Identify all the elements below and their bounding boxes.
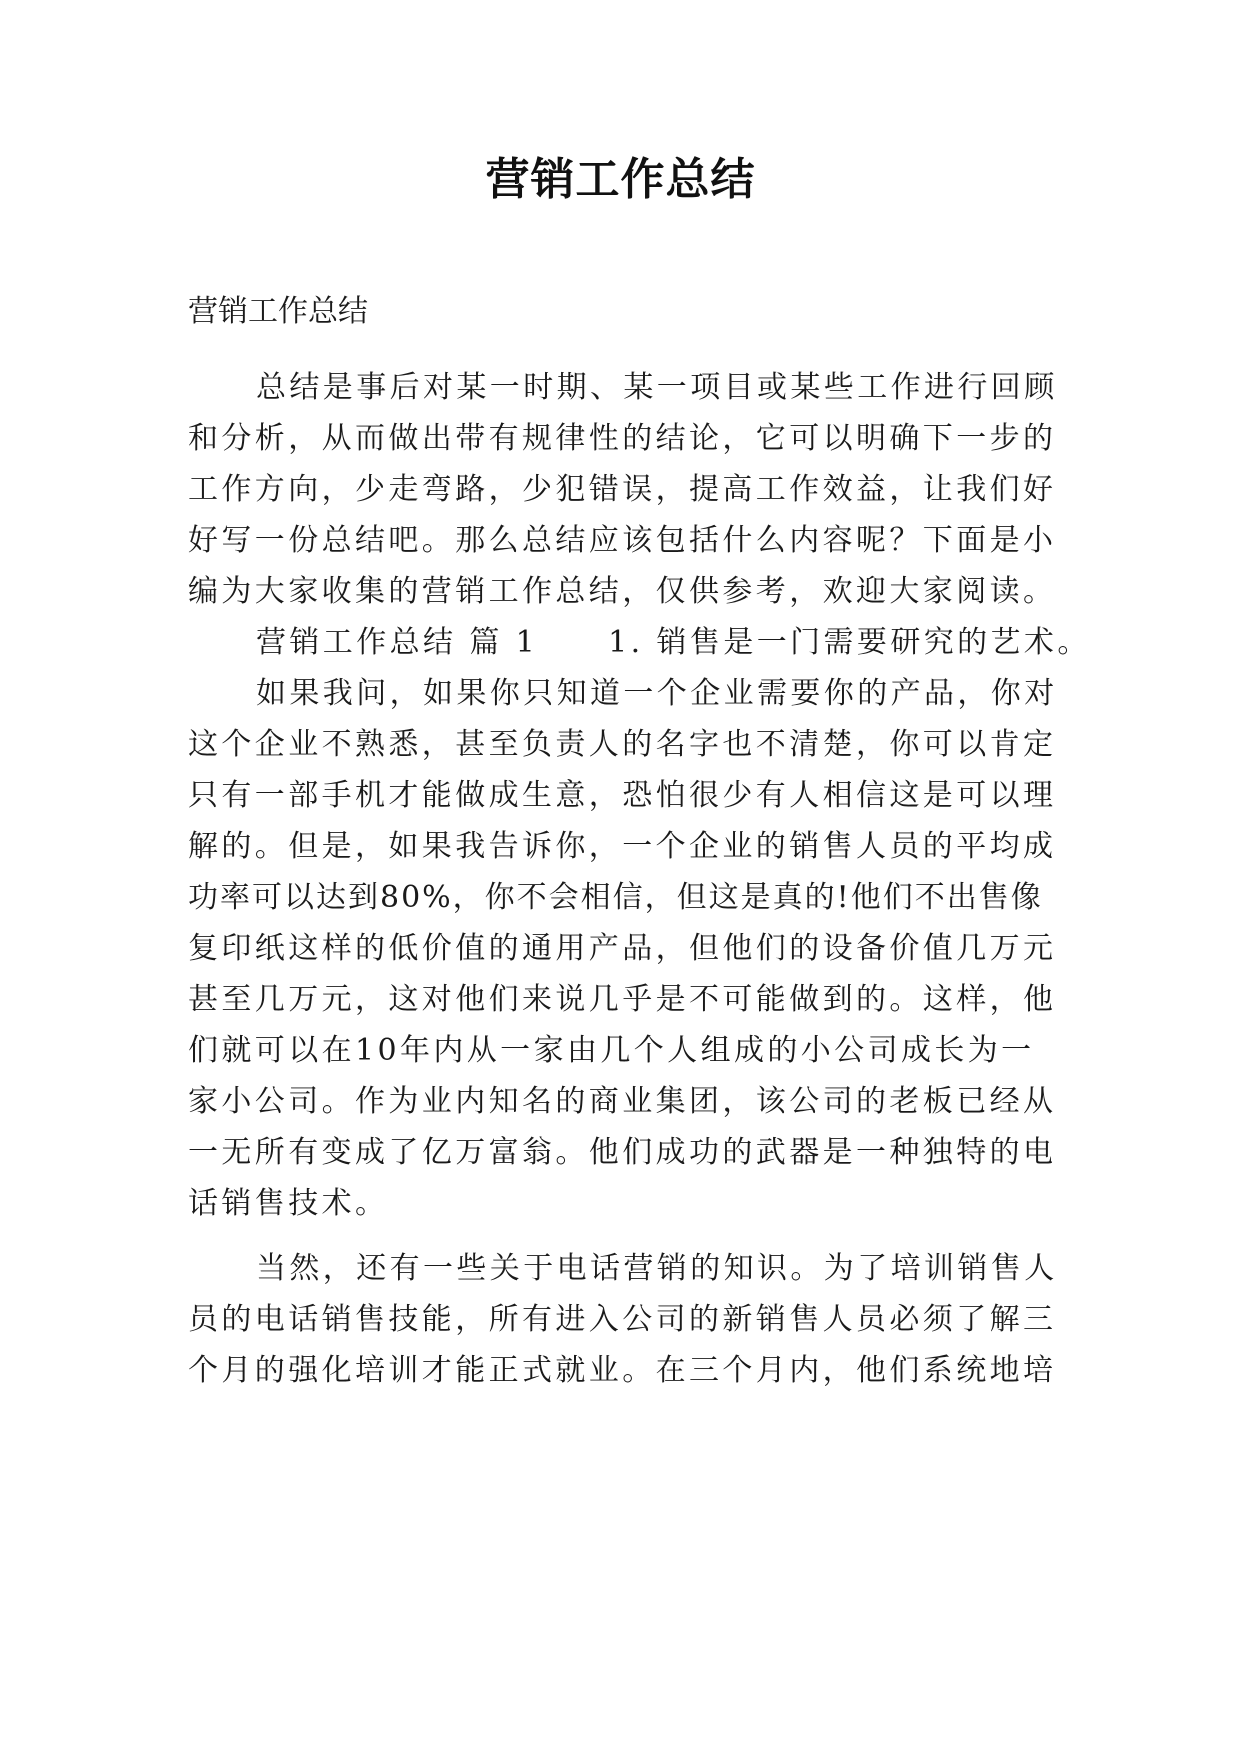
paragraph-line: 总结是事后对某一时期、某一项目或某些工作进行回顾 (256, 370, 1058, 405)
paragraph-line: 个月的强化培训才能正式就业。在三个月内，他们系统地培 (188, 1353, 1057, 1388)
paragraph-line: 话销售技术。 (188, 1186, 389, 1221)
paragraph-line: 复印纸这样的低价值的通用产品，但他们的设备价值几万元 (188, 931, 1057, 966)
document-title: 营销工作总结 (485, 154, 756, 205)
section-first-point: 1. 销售是一门需要研究的艺术。 (608, 625, 1091, 660)
paragraph-line: 这个企业不熟悉，甚至负责人的名字也不清楚，你可以肯定 (188, 727, 1057, 762)
document-subtitle: 营销工作总结 (188, 294, 368, 329)
paragraph-line: 功率可以达到80%，你不会相信，但这是真的!他们不出售像 (188, 880, 1043, 915)
paragraph-line: 和分析，从而做出带有规律性的结论，它可以明确下一步的 (188, 421, 1057, 456)
paragraph-line: 员的电话销售技能，所有进入公司的新销售人员必须了解三 (188, 1302, 1057, 1337)
section-heading: 营销工作总结 篇 1 (256, 625, 539, 660)
paragraph-line: 好写一份总结吧。那么总结应该包括什么内容呢？下面是小 (188, 523, 1057, 558)
paragraph-line: 们就可以在10年内从一家由几个人组成的小公司成长为一 (188, 1033, 1035, 1068)
section-heading-line (256, 623, 1091, 663)
paragraph-line: 工作方向，少走弯路，少犯错误，提高工作效益，让我们好 (188, 472, 1057, 507)
paragraph-line: 解的。但是，如果我告诉你，一个企业的销售人员的平均成 (188, 829, 1057, 864)
paragraph-line: 一无所有变成了亿万富翁。他们成功的武器是一种独特的电 (188, 1135, 1057, 1170)
paragraph-line: 甚至几万元，这对他们来说几乎是不可能做到的。这样，他 (188, 982, 1057, 1017)
paragraph-line: 编为大家收集的营销工作总结，仅供参考，欢迎大家阅读。 (188, 574, 1057, 609)
paragraph-line: 家小公司。作为业内知名的商业集团，该公司的老板已经从 (188, 1084, 1057, 1119)
paragraph-line: 当然，还有一些关于电话营销的知识。为了培训销售人 (256, 1251, 1058, 1286)
paragraph-line: 只有一部手机才能做成生意，恐怕很少有人相信这是可以理 (188, 778, 1057, 813)
paragraph-line: 如果我问，如果你只知道一个企业需要你的产品，你对 (256, 676, 1058, 711)
